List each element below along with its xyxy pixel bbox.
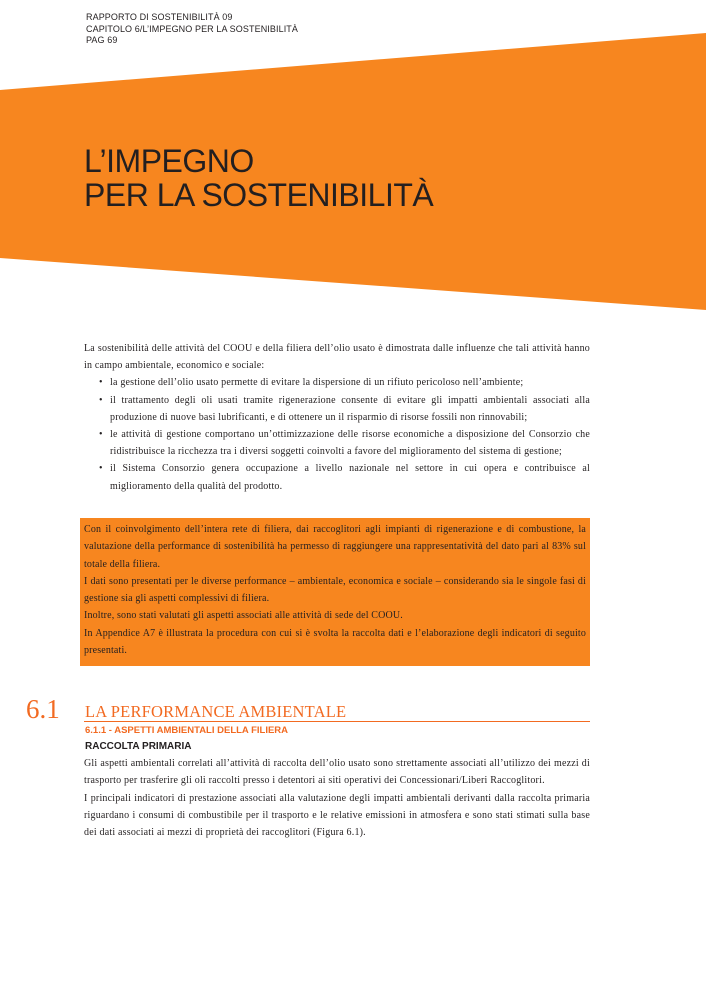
section-title: LA PERFORMANCE AMBIENTALE [85,702,347,721]
highlight-paragraph: Con il coinvolgimento dell’intera rete di filiera, dai raccoglitori agli impianti di rigenerazione e di combustione, la valutazione della performance di sostenibilità ha permesso di raggiungere una rappresentatività del dato pari al 83% sul totale della filiera. [84,524,586,570]
intro-text [84,340,590,495]
report-title: RAPPORTO DI SOSTENIBILITÀ 09 [86,12,233,22]
highlight-paragraph: I dati sono presentati per le diverse performance – ambientale, economica e sociale – considerando sia le singole fasi di gestione sia gli aspetti complessivi di filiera. [84,575,586,605]
highlight-box [80,518,590,666]
chapter-title-line1: L’IMPEGNO [84,143,254,179]
bullet-item: • le attività di gestione comportano un’ottimizzazione delle risorse economiche a disposizione del Consorzio che ridistribuisce la ricchezza tra i diversi soggetti coinvolti a favore del miglioramento del sistema di gestione; [110,426,590,460]
bullet-item: • il trattamento degli oli usati tramite rigenerazione consente di evitare gli impatti ambientali associati alla produzione di nuove basi lubrificanti, e di ottenere un il risparmio di risorse fossili non rinnovabili; [110,392,590,426]
subsection-title: 6.1.1 - ASPETTI AMBIENTALI DELLA FILIERA [85,725,289,736]
body-paragraph: I principali indicatori di prestazione associati alla valutazione degli impatti ambientali derivanti dalla raccolta primaria riguardano i consumi di combustibile per il trasporto e le relative emissioni in atmosfera e sono stati stimati sulla base dei dati associati ai mezzi di proprietà dei raccoglitori (Figura 6.1). [84,792,590,839]
chapter-reference: CAPITOLO 6/L’IMPEGNO PER LA SOSTENIBILITÀ [86,23,299,34]
page-number: PAG 69 [86,35,118,45]
body-paragraph: Gli aspetti ambientali correlati all’attività di raccolta dell’olio usato sono strettamente associati all’utilizzo dei mezzi di trasporto per trasferire gli oli raccolti presso i detentori ai siti operativi dei Concessionari/Liberi Raccoglitori. [84,758,590,787]
highlight-paragraph: In Appendice A7 è illustrata la procedura con cui si è svolta la raccolta dati e l’elaborazione degli indicatori di seguito presentati. [84,627,586,657]
bullet-item: • la gestione dell’olio usato permette di evitare la dispersione di un rifiuto pericoloso nell’ambiente; [110,374,590,391]
section-body [84,755,590,841]
section-rule [84,721,590,722]
intro-paragraph: La sostenibilità delle attività del COOU e della filiera dell’olio usato è dimostrata dalle influenze che tali attività hanno in campo ambientale, economico e sociale: [84,343,590,372]
section-number: 6.1 [26,694,60,724]
chapter-title-line2: PER LA SOSTENIBILITÀ [84,177,434,213]
subheading: RACCOLTA PRIMARIA [85,741,192,752]
bullet-item: • il Sistema Consorzio genera occupazione a livello nazionale nel settore in cui opera e contribuisce al miglioramento della qualità del prodotto. [110,460,590,494]
intro-bullet-list [84,374,590,494]
highlight-paragraph: Inoltre, sono stati valutati gli aspetti associati alle attività di sede del COOU. [84,610,403,622]
chapter-title [84,144,433,212]
